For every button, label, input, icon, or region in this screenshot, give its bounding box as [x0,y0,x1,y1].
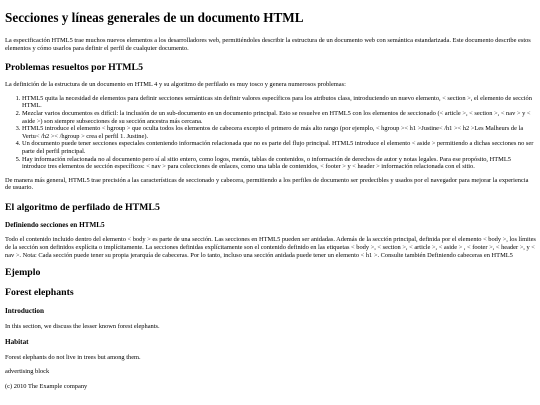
problem-item: 4. Un documento puede tener secciones especiales conteniendo información relacionada que no es parte del flujo principal. HTML5 introduce el elemento < aside > permitiendo a dichas secciones no ser parte del perfil principal. [22,140,536,155]
habitat-heading: Habitat [5,338,29,347]
problem-item: 1. HTML5 quita la necesidad de elementos para definir secciones semánticas sin definir valores específicos para los atributos class, introduciendo un nuevo elemento, < section >, el elemento de sección HTML. [22,95,536,110]
problem-item: 3. HTML5 introduce el elemento < hgroup > que oculta todos los elementos de cabecera excepto el primero de más alto rango (por ejemplo, < hgroup >< h1 >Justine< /h1 >< h2 >Les Malheurs de la Vertu< /h2 >< /hgroup > crea el perfil 1. Justine). [22,125,536,140]
article-title: Forest elephants [5,287,74,299]
defining-sections-text: Todo el contenido incluido dentro del elemento < body > es parte de una sección. Las secciones en HTML5 pueden ser anidadas. Además de la sección principal, definida por el elemento < body >, los límites de la sección son definidos explícita o implícitamente. La secciones definidas explícitamente son el contenido definido en las etiquetas < body >, < section >, < article >, < aside > , < footer >, < header >, y < nav >. Nota: Cada sección puede tener su propia jerarquía de cabeceras. Por lo tanto, incluso una sección anidada puede tener un elemento < h1 >. Consulte también Definiendo cabeceras en HTML5 [5,236,536,259]
aside-advertising: advertising block [5,368,50,376]
problems-summary: De manera más general, HTML5 trae precisión a las características de seccionado y cabecera, permitiendo a los perfiles de documento ser predecibles y usados por el navegador para mejorar la experiencia de usuario. [5,176,529,192]
habitat-text: Forest elephants do not live in trees but among them. [5,353,141,361]
example-heading: Ejemplo [5,267,41,279]
page-title: Secciones y líneas generales de un documento HTML [5,10,304,25]
problem-item: 2. Mezclar varios documentos es difícil: la inclusión de un sub-documento en un documento principal. Esto se resuelve en HTML5 con los elementos de seccionado (< article >, < section >, < nav > y < aside >) son siempre subsecciones de su sección ancestra más cercana. [22,110,536,125]
introduction-text: In this section, we discuss the lesser known forest elephants. [5,322,160,330]
footer-copyright: (c) 2010 The Example company [5,382,88,390]
problems-lead: La definición de la estructura de un documento en HTML 4 y su algoritmo de perfilado es muy tosco y genera numerosos problemas: [5,81,346,89]
problems-list [5,95,536,171]
example-section [5,267,536,390]
defining-sections-heading: Definiendo secciones en HTML5 [5,220,105,229]
problems-heading: Problemas resueltos por HTML5 [5,62,143,74]
introduction-heading: Introduction [5,307,45,316]
problem-item: 5. Hay información relacionada no al documento pero sí al sitio entero, como logos, menús, tablas de contenidos, o información de derechos de autor y notas legales. Para ese propósito, HTML5 introduce tres elementos de sección específicos: < nav > para colecciones de enlaces, como una tabla de contenidos, < footer > y < header > información relacionada con el sitio. [22,156,536,171]
algorithm-heading: El algoritmo de perfilado de HTML5 [5,201,160,213]
intro-paragraph: La especificación HTML5 trae muchos nuevos elementos a los desarrolladores web, permitiéndoles describir la estructura de un documento web con semántica estandarizada. Este documento describe estos elementos y cómo usarlos para definir el perfil de cualquier documento. [5,37,531,52]
